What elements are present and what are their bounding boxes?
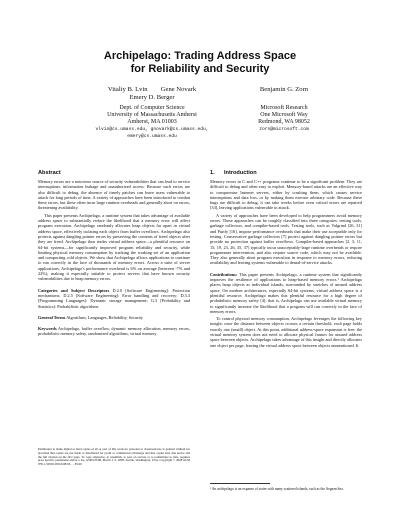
permission-notice: Permission to make digital or hard copies of all or part of this work for personal or classroom use is granted without fee provided that copies are not made or distributed for profit or commercial advantage and that copies bear this notice and the full citation on the first page. To copy otherwise, to republish, to post on servers or to redistribute to lists, requires prior specific permission and/or a fee. ASPLOS'08, March 1–5, 2008, Seattle, Washington, USA. Copyright © 2008 ACM 978-1-59593-958-6/08/03. . . $5.00: [38, 447, 190, 467]
general-terms-paragraph: [38, 315, 190, 320]
categories-paragraph: [38, 288, 190, 309]
section-title: Introduction: [224, 170, 257, 176]
keywords-label: Keywords: [38, 326, 57, 332]
general-terms-text: Algorithms, Languages, Reliability, Security: [66, 314, 144, 320]
general-terms-label: General Terms: [38, 314, 66, 320]
abstract-paragraph-1: Memory errors are a notorious source of security vulnerabilities that can lead to service interruptions, information leakage and unauthorized access. Because such errors are also difficult to debug, the absence of timely patches can leave users vulnerable to attack for long periods of time. A variety of approaches have been introduced to combat these errors, but these often incur large runtime overheads and generally abort on errors, threatening availability.: [38, 179, 190, 211]
intro-paragraph-4: To control physical memory consumption, Archipelago leverages the following key insight: once the distance between objects crosses a certain threshold, each page holds exactly one (small) object. At this point, additional address-space expansion is free: the virtual memory system does not need to allocate physical frames for unused address space between objects. Archipelago takes advantage of this insight and directly allocates one object per page, leaving the virtual address space between objects unmentioned. It: [210, 316, 363, 348]
keywords-paragraph: [38, 326, 190, 337]
section-number: 1.: [210, 170, 215, 176]
paper-title: [0, 50, 400, 76]
author-block-umass: [52, 86, 252, 140]
title-line-2: for Reliability and Security: [130, 63, 270, 75]
intro-paragraph-2: A variety of approaches have been developed to help programmers avoid memory errors. These approaches can be roughly classified into three categories: testing tools, garbage collectors, and compiler-based tools. Testing tools, such as Valgrind [26, 31] and Purify [16], impose performance overheads that make their use acceptable only for testing. Conservative garbage collectors [7] protect against dangling pointer errors but provide no protection against buffer overflows. Compiler-based approaches [2, 3, 11, 15, 19, 23, 26, 35, 37] typically incur unacceptably-large runtime overheads or require programmer intervention, and also require source code, which may not be available. They also generally abort program execution in response to memory errors, reducing availability and leaving systems vulnerable to denial-of-service attacks.: [210, 212, 362, 266]
right-column: [210, 170, 362, 350]
author-university: University of Massachusetts Amherst: [107, 112, 197, 118]
contributions-label: Contributions:: [210, 271, 238, 277]
contributions-paragraph: [210, 272, 362, 314]
categories-label: Categories and Subject Descriptors: [38, 287, 110, 293]
introduction-heading: [210, 170, 362, 177]
author-address: One Microsoft Way: [260, 112, 308, 118]
author-email-1: vlvin@cs.umass.edu, gnovark@cs.umass.edu,: [95, 127, 209, 132]
author-block-microsoft: [234, 86, 334, 133]
footnote-rule: [210, 483, 270, 484]
intro-paragraph-1: Memory errors in C and C++ programs continue to be a significant problem. They are difficult to debug and often easy to exploit. Memory-based attacks are an effective way to compromise Internet servers, either by crashing them, which causes service interruptions and data loss, or by making them execute arbitrary code. Because these bugs are difficult to debug, it can take weeks before even critical errors are repaired [33], leaving applications vulnerable to attack.: [210, 179, 362, 211]
title-line-1: Archipelago: Trading Address Space: [103, 50, 297, 62]
author-city: Amherst, MA 01003: [127, 119, 177, 125]
categories-text: D.2.0 [Software Engineering]: Protection mechanisms; D.2.5 [Software Engineering]: Error handling and recovery; D.3.3 [Programming Languages]: Dynamic storage management; G.3 [Probability and Statistics]: Probabilistic algorithms: [38, 287, 190, 309]
left-column: [38, 170, 190, 339]
author-email-2: emery@cs.umass.edu: [127, 134, 177, 139]
keywords-text: Archipelago, buffer overflow, dynamic memory allocation, memory errors, probabilistic memory safety, randomized algorithms, virtual memory: [38, 326, 190, 337]
footnote: ¹ An archipelago is an expanse of water with many scattered islands, such as the Aegean Sea.: [210, 487, 344, 491]
author-dept: Dept. of Computer Science: [119, 105, 185, 111]
contributions-text: This paper presents Archipelago, a runtime system that significantly improves the resilience of applications to heap-based memory errors.¹ Archipelago places heap objects as individual islands, surrounded by stretches of unused address space. On modern architectures, especially 64-bit systems, virtual address space is a plentiful resource. Archipelago makes this plentiful resource for a high degree of probabilistic memory safety [4]; that is, Archipelago can use available virtual memory to significantly increase the likelihood that a program will run correctly in the face of memory errors.: [210, 271, 363, 314]
author-names-2: Emery D. Berger: [129, 94, 175, 101]
author-city: Redmond, WA 98052: [258, 119, 310, 125]
author-email: zorn@microsoft.com: [259, 127, 309, 132]
abstract-paragraph-2: This paper presents Archipelago, a runtime system that takes advantage of available address space to substantially reduce the likelihood that a memory error will affect program execution. Archipelago randomly allocates heap objects far apart in virtual address space, effectively isolating each object from buffer overflows. Archipelago also protects against dangling pointer errors by preserving the contents of freed objects after they are freed. Archipelago thus trades virtual address space—a plentiful resource on 64-bit systems—for significantly improved program reliability and security, while limiting physical memory consumption by tracking the working set of an application and compacting cold objects. We show that Archipelago allows applications to continue to run correctly in the face of thousands of memory errors. Across a suite of server applications, Archipelago's performance overhead is 6% on average (between -7% and 22%), making it especially suitable to protect servers that have known security vulnerabilities due to heap memory errors.: [38, 212, 190, 282]
author-names-1: Vitaliy B. Lvin Gene Novark: [107, 86, 197, 93]
author-name-zorn: Benjamin G. Zorn: [259, 86, 309, 93]
abstract-heading: Abstract: [38, 170, 61, 176]
author-org: Microsoft Research: [260, 105, 308, 111]
